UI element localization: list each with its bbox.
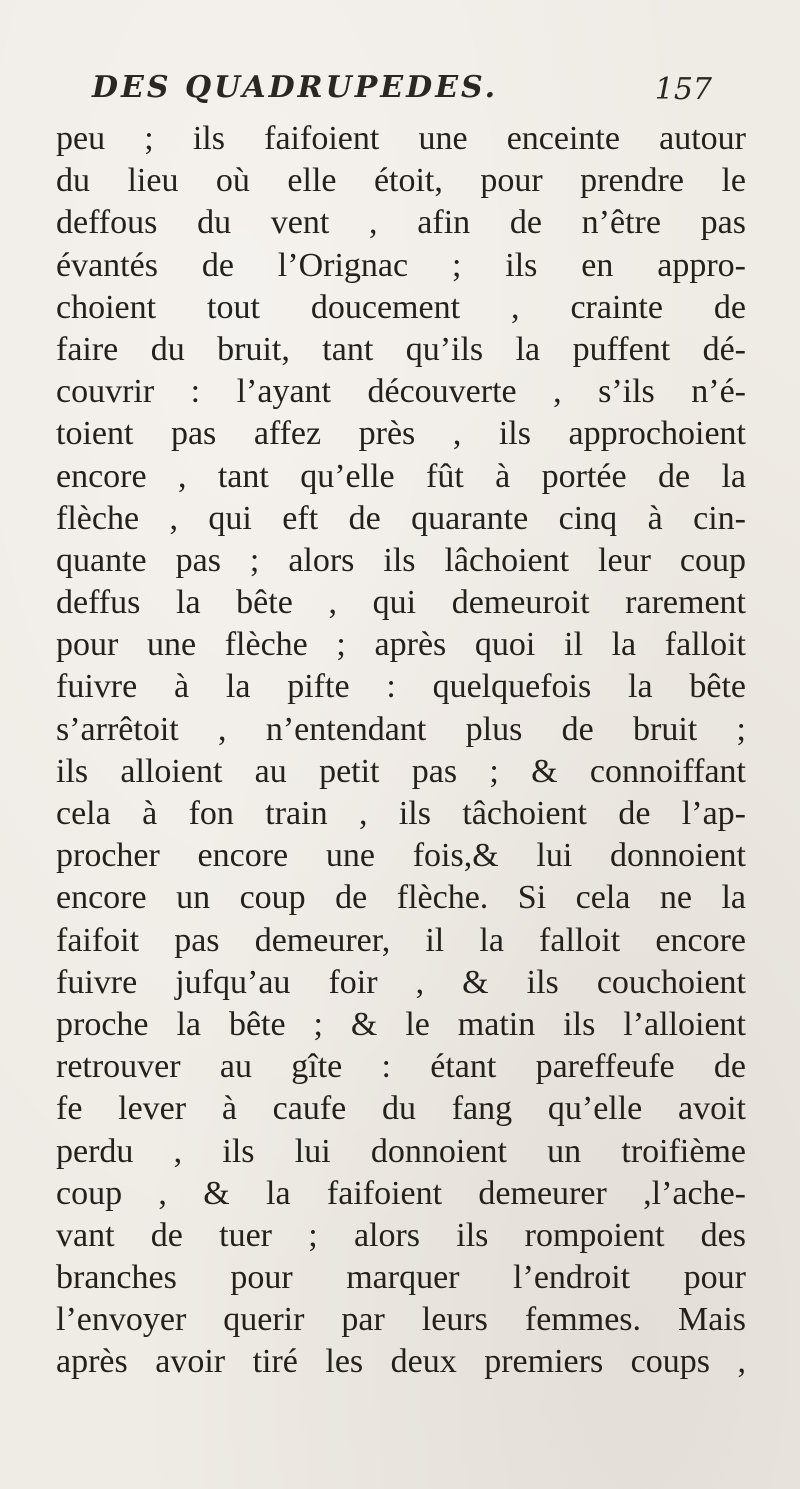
text-line: ils alloient au petit pas ; & connoiffant [56,752,746,790]
text-line: fe lever à caufe du fang qu’elle avoit [56,1090,746,1128]
text-line: pour une flèche ; après quoi il la falloit [56,626,746,664]
page-number: 157 [654,72,712,107]
text-line: quante pas ; alors ils lâchoient leur coup [56,541,746,579]
text-line: l’envoyer querir par leurs femmes. Mais [56,1301,746,1339]
text-line: peu ; ils faifoient une enceinte autour [56,120,746,157]
text-line: fuivre à la pifte : quelquefois la bête [56,668,746,706]
text-line: retrouver au gîte : étant pareffeufe de [56,1048,746,1086]
text-line: vant de tuer ; alors ils rompoient des [56,1216,746,1254]
text-line: cela à fon train , ils tâchoient de l’ap- [56,795,746,832]
text-line: proche la bête ; & le matin ils l’alloient [56,1005,746,1043]
text-line: procher encore une fois,& lui donnoient [56,837,746,875]
running-title: DES QUADRUPEDES. [92,70,499,105]
text-line: deffus la bête , qui demeuroit rarement [56,584,746,622]
text-line: faire du bruit, tant qu’ils la puffent dé- [56,330,746,368]
text-line: branches pour marquer l’endroit pour [56,1259,746,1297]
page-header [92,70,712,114]
text-line: toient pas affez près , ils approchoient [56,415,746,453]
text-line: coup , & la faifoient demeurer ,l’ache- [56,1174,746,1212]
text-line: encore , tant qu’elle fût à portée de la [56,457,746,495]
text-line: couvrir : l’ayant découverte , s’ils n’é- [56,373,746,411]
text-line: fuivre jufqu’au foir , & ils couchoient [56,963,746,1001]
text-line: perdu , ils lui donnoient un troifième [56,1132,746,1170]
text-line: deffous du vent , afin de n’être pas [56,204,746,242]
body-text [56,118,746,1384]
text-line: flèche , qui eft de quarante cinq à cin- [56,499,746,537]
text-line: encore un coup de flèche. Si cela ne la [56,879,746,917]
text-line: du lieu où elle étoit, pour prendre le [56,162,746,200]
text-line: évantés de l’Orignac ; ils en appro- [56,246,746,284]
text-line: faifoit pas demeurer, il la falloit encore [56,921,746,959]
text-line: s’arrêtoit , n’entendant plus de bruit ; [56,710,746,748]
text-line: après avoir tiré les deux premiers coups , [56,1343,746,1381]
text-line: choient tout doucement , crainte de [56,288,746,326]
